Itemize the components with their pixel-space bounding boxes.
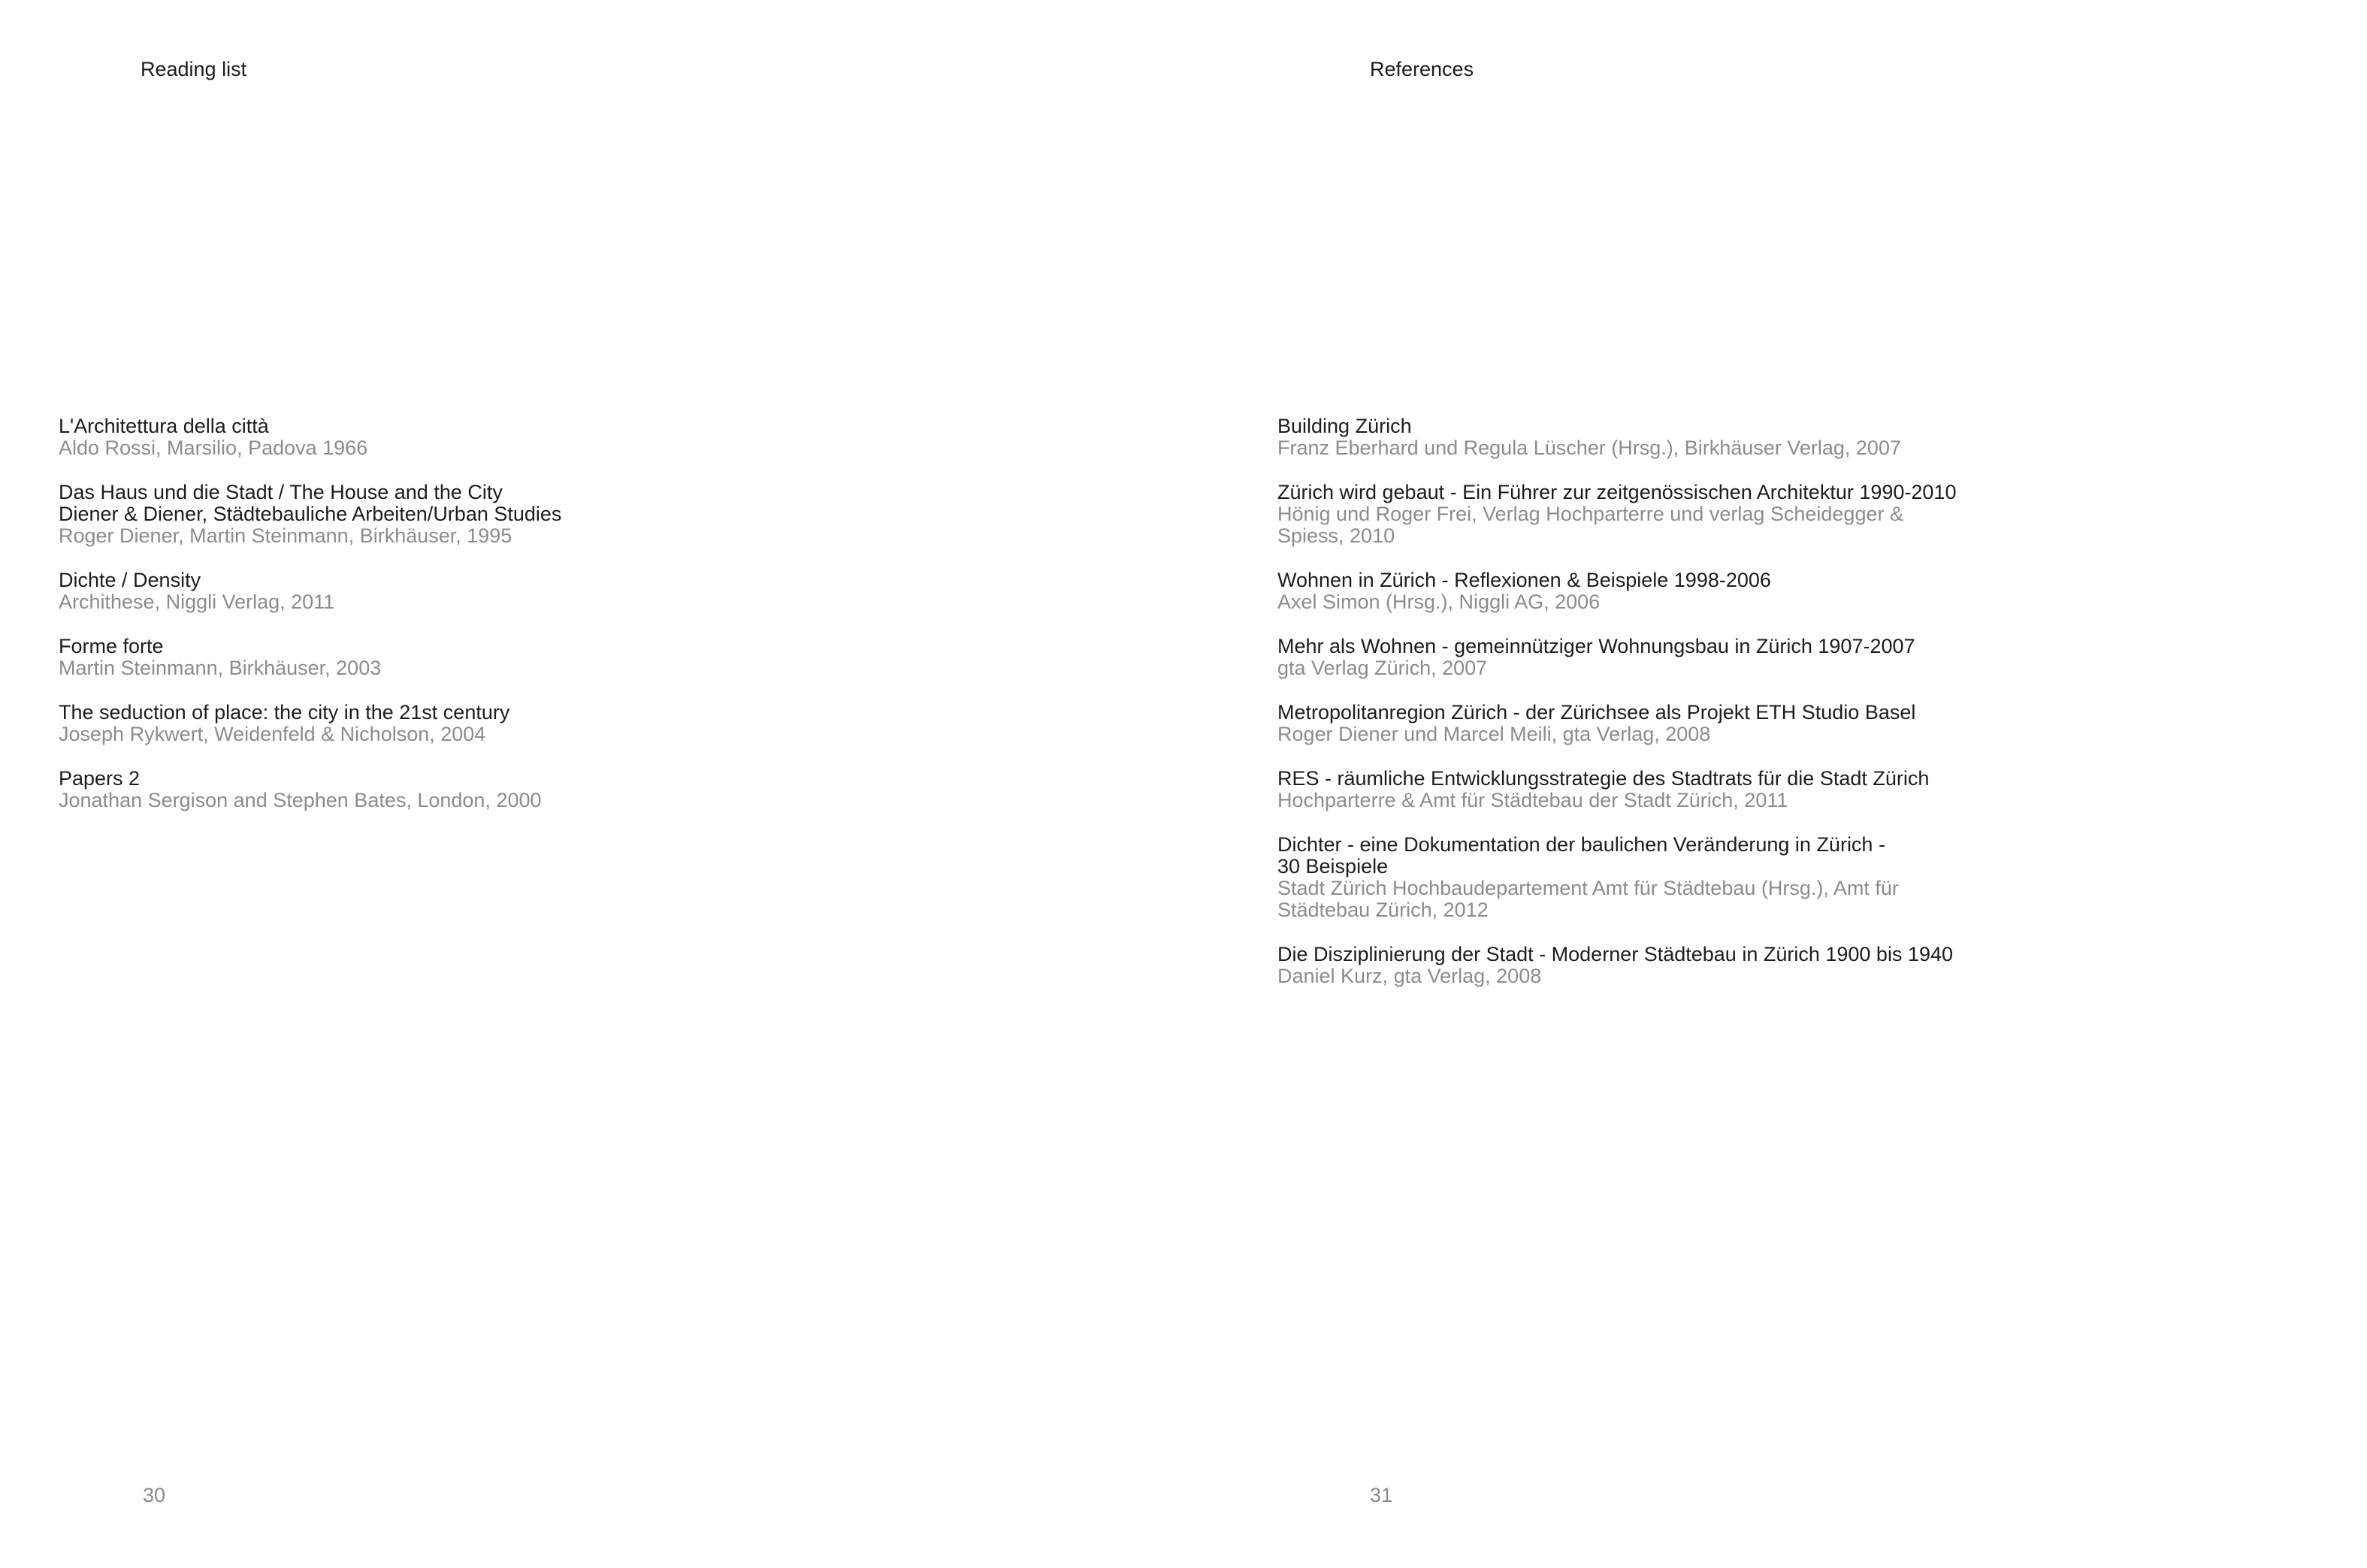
entry-title-line: Mehr als Wohnen - gemeinnütziger Wohnungsbau in Zürich 1907-2007 (1277, 635, 1915, 657)
entry-meta (1277, 790, 2179, 811)
entry-title-line: The seduction of place: the city in the 21st century (59, 701, 510, 724)
list-item (59, 768, 923, 811)
entry-meta-line: Roger Diener und Marcel Meili, gta Verlag, 2008 (1277, 723, 1711, 745)
entry-meta (59, 437, 923, 459)
entry-title (59, 569, 923, 591)
entry-title-line: Diener & Diener, Städtebauliche Arbeiten/Urban Studies (59, 503, 562, 525)
entry-meta-line: Roger Diener, Martin Steinmann, Birkhäuser, 1995 (59, 524, 512, 547)
entry-meta (59, 790, 923, 811)
entry-meta-line: Hochparterre & Amt für Städtebau der Stadt Zürich, 2011 (1277, 789, 1788, 811)
entry-meta (1277, 657, 2179, 679)
list-item (1277, 768, 2179, 811)
entry-title-line: Das Haus und die Stadt / The House and the City (59, 481, 503, 503)
list-item (59, 569, 923, 613)
entry-title (1277, 944, 2179, 965)
entry-title-line: Wohnen in Zürich - Reflexionen & Beispiele 1998-2006 (1277, 569, 1771, 591)
entry-meta-line: Stadt Zürich Hochbaudepartement Amt für Städtebau (Hrsg.), Amt für (1277, 877, 1899, 899)
entry-title-line: RES - räumliche Entwicklungsstrategie des Stadtrats für die Stadt Zürich (1277, 767, 1930, 790)
right-page (1184, 0, 2367, 1568)
entry-title-line: Dichte / Density (59, 569, 201, 591)
entry-title (1277, 415, 2179, 437)
list-item (1277, 834, 2179, 921)
references-list (1277, 415, 2179, 1010)
entry-title (59, 636, 923, 657)
entry-title (59, 768, 923, 790)
entry-title (1277, 569, 2179, 591)
entry-title (1277, 768, 2179, 790)
entry-title (59, 482, 923, 525)
list-item (1277, 636, 2179, 679)
page-number: 31 (1370, 1484, 1393, 1506)
list-item (59, 482, 923, 547)
page-title: References (1370, 58, 1474, 80)
list-item (59, 702, 923, 745)
list-item (59, 636, 923, 679)
entry-meta-line: Martin Steinmann, Birkhäuser, 2003 (59, 657, 382, 679)
entry-meta-line: Archithese, Niggli Verlag, 2011 (59, 591, 335, 613)
list-item (1277, 944, 2179, 987)
list-item (1277, 569, 2179, 613)
entry-meta (1277, 437, 2179, 459)
entry-meta (1277, 591, 2179, 613)
entry-title (1277, 834, 2179, 878)
entry-meta-line: Daniel Kurz, gta Verlag, 2008 (1277, 965, 1542, 987)
entry-title (1277, 482, 2179, 503)
entry-title (1277, 702, 2179, 724)
list-item (1277, 415, 2179, 459)
entry-meta-line: Jonathan Sergison and Stephen Bates, London, 2000 (59, 789, 542, 811)
entry-meta-line: gta Verlag Zürich, 2007 (1277, 657, 1488, 679)
entry-title (59, 702, 923, 724)
entry-title-line: 30 Beispiele (1277, 855, 1389, 878)
entry-meta (59, 724, 923, 745)
entry-title-line: L'Architettura della città (59, 415, 269, 437)
entry-title-line: Die Disziplinierung der Stadt - Moderner Städtebau in Zürich 1900 bis 1940 (1277, 943, 1954, 965)
list-item (59, 415, 923, 459)
entry-meta (59, 657, 923, 679)
entry-meta-line: Franz Eberhard und Regula Lüscher (Hrsg.), Birkhäuser Verlag, 2007 (1277, 437, 1901, 459)
entry-meta (1277, 503, 2179, 547)
entry-title (59, 415, 923, 437)
list-item (1277, 482, 2179, 547)
page-number: 30 (143, 1484, 166, 1506)
entry-meta-line: Hönig und Roger Frei, Verlag Hochparterre und verlag Scheidegger & (1277, 503, 1903, 525)
entry-title-line: Forme forte (59, 635, 164, 657)
entry-title-line: Papers 2 (59, 767, 141, 790)
entry-meta-line: Städtebau Zürich, 2012 (1277, 899, 1489, 921)
entry-title-line: Metropolitanregion Zürich - der Zürichsee als Projekt ETH Studio Basel (1277, 701, 1916, 724)
entry-meta (59, 525, 923, 547)
reading-list (59, 415, 923, 834)
entry-meta (1277, 965, 2179, 987)
entry-title-line: Dichter - eine Dokumentation der baulichen Veränderung in Zürich - (1277, 833, 1885, 856)
entry-title-line: Zürich wird gebaut - Ein Führer zur zeitgenössischen Architektur 1990-2010 (1277, 481, 1957, 503)
page-title: Reading list (141, 58, 247, 80)
entry-title (1277, 636, 2179, 657)
entry-meta-line: Axel Simon (Hrsg.), Niggli AG, 2006 (1277, 591, 1601, 613)
entry-meta (59, 591, 923, 613)
entry-meta (1277, 724, 2179, 745)
entry-meta-line: Spiess, 2010 (1277, 524, 1395, 547)
entry-title-line: Building Zürich (1277, 415, 1412, 437)
entry-meta (1277, 878, 2179, 921)
list-item (1277, 702, 2179, 745)
entry-meta-line: Aldo Rossi, Marsilio, Padova 1966 (59, 437, 368, 459)
entry-meta-line: Joseph Rykwert, Weidenfeld & Nicholson, 2004 (59, 723, 486, 745)
